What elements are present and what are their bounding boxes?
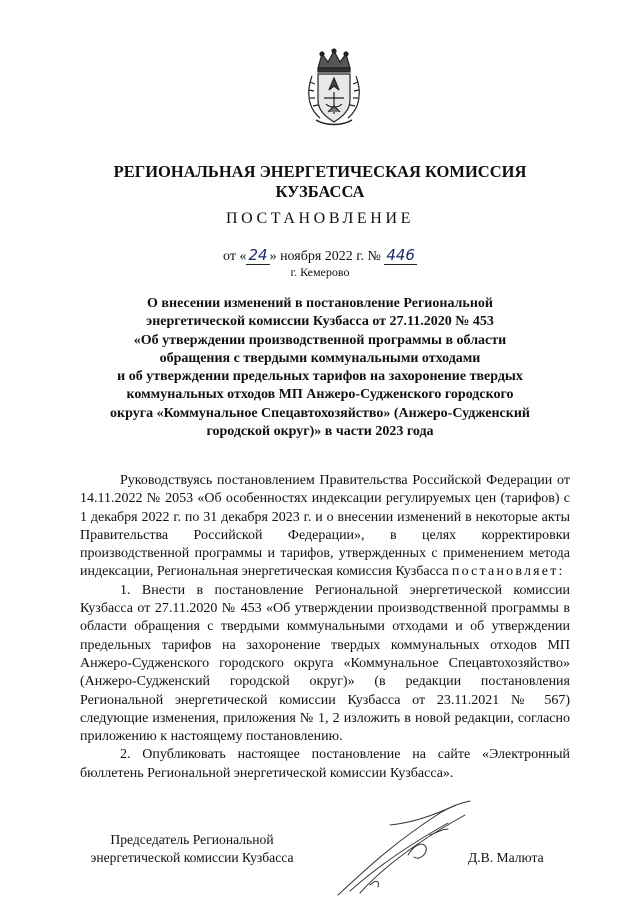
city: г. Кемерово	[290, 265, 350, 279]
document-body	[80, 472, 570, 783]
paragraph-item-1: 1. Внести в постановление Региональной энергетической комиссии Кузбасса от 27.11.2020 № 453 «Об утверждении производственной программы в области обращения с твердыми коммунальными отходами и об утверждении предельных тарифов на захоронение твердых коммунальных отходов МП Анжеро-Судженского городского округа «Коммунальное Спецавтохозяйство» (Анжеро-Судженский городской округ)» (в редакции постановления Региональной энергетической комиссии Кузбасса от 23.11.2021 № 567) следующие изменения, приложения № 1, 2 изложить в новой редакции, согласно приложению к настоящему постановлению.	[80, 582, 570, 745]
signer-title	[72, 831, 312, 867]
paragraph-preamble	[80, 472, 570, 582]
date-day: 24	[248, 246, 268, 264]
org-name-line2: КУЗБАССА	[275, 182, 365, 201]
subject-line: округа «Коммунальное Спецавтохозяйство» (Анжеро-Судженский	[110, 405, 530, 421]
org-name-line1: РЕГИОНАЛЬНАЯ ЭНЕРГЕТИЧЕСКАЯ КОМИССИЯ	[113, 162, 527, 181]
date-prefix: от «	[223, 249, 247, 264]
document-subject	[72, 295, 568, 441]
subject-line: энергетической комиссии Кузбасса от 27.11.2020 № 453	[146, 314, 494, 330]
subject-line: О внесении изменений в постановление Региональной	[147, 296, 493, 311]
subject-line: городской округ)» в части 2023 года	[206, 424, 434, 440]
date-line	[0, 246, 640, 265]
resolves-word: постановляет:	[451, 564, 565, 580]
document-type: ПОСТАНОВЛЕНИЕ	[226, 210, 414, 227]
subject-line: и об утверждении предельных тарифов на захоронение твердых	[117, 369, 523, 385]
subject-line: коммунальных отходов МП Анжеро-Судженского городского	[126, 387, 514, 403]
handwritten-signature-icon	[330, 795, 480, 900]
subject-line: обращения с твердыми коммунальными отходами	[159, 350, 481, 366]
document-number: 446	[386, 246, 415, 264]
preamble-text: Руководствуясь постановлением Правительства Российской Федерации от 14.11.2022 № 2053 «Об особенностях индексации регулируемых цен (тарифов) с 1 декабря 2022 г. по 31 декабря 2023 г. и о внесении изменений в некоторые акты Правительства Российской Федерации», в целях корректировки производственной программы и тарифов, утвержденных с применением метода индексации, Региональная энергетическая комиссия Кузбасса	[80, 473, 570, 580]
date-month-year: » ноября 2022 г. №	[269, 249, 385, 264]
signer-name: Д.В. Малюта	[468, 850, 544, 865]
signer-title-line2: энергетической комиссии Кузбасса	[90, 850, 294, 865]
subject-line: «Об утверждении производственной программы в области	[133, 332, 507, 348]
signer-title-line1: Председатель Региональной	[110, 832, 274, 847]
kuzbass-coat-of-arms-icon	[306, 48, 362, 126]
paragraph-item-2: 2. Опубликовать настоящее постановление на сайте «Электронный бюллетень Региональной энергетической комиссии Кузбасса».	[80, 747, 570, 781]
